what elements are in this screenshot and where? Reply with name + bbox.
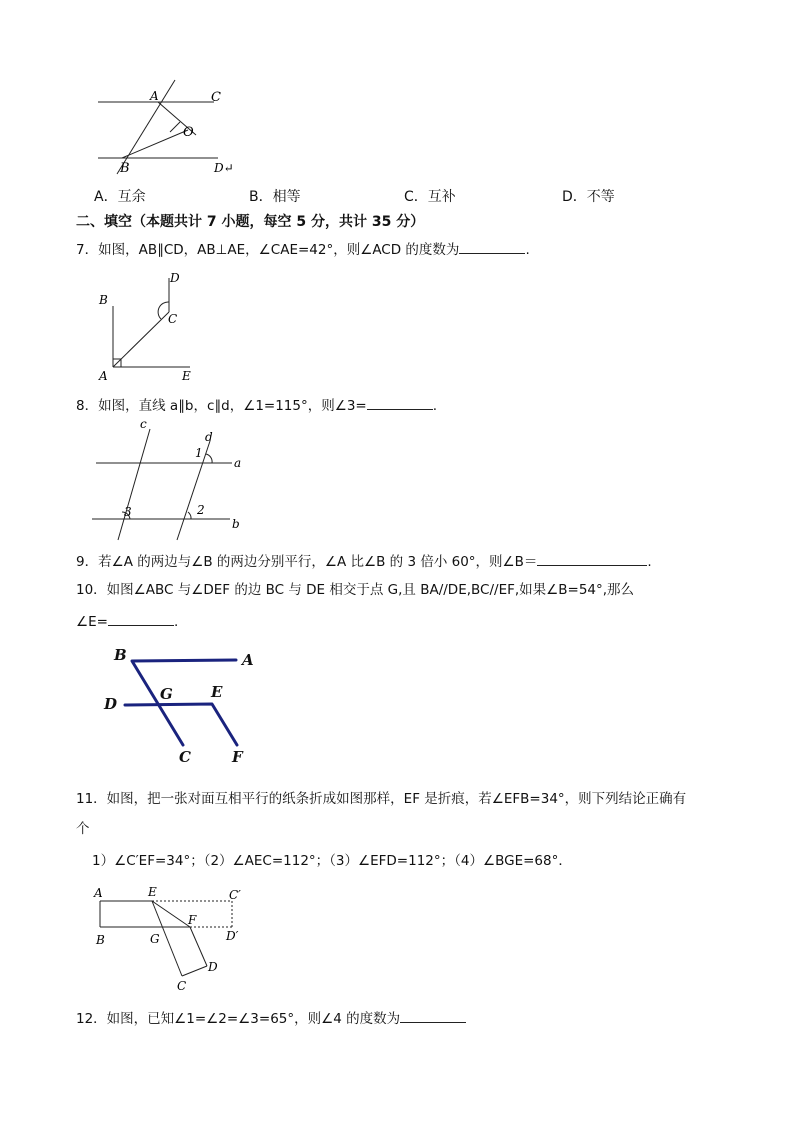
q8-label-c: c [140, 417, 147, 431]
q6-option-d[interactable]: D．不等 [562, 189, 615, 205]
q10-label-g: G [160, 685, 173, 703]
q12-stem: 12．如图，已知∠1=∠2=∠3=65°，则∠4 的度数为 [76, 1011, 401, 1027]
q7-end: . [525, 242, 530, 258]
q11-label-f: F [188, 913, 197, 927]
q8-stem: 8．如图，直线 a∥b，c∥d，∠1=115°，则∠3= [76, 398, 367, 414]
q7-label-b: B [99, 293, 108, 307]
q11-label-a: A [94, 886, 103, 900]
q10-label-a: A [242, 651, 254, 669]
q6-label-c: C [211, 90, 221, 105]
q8-label-b: b [232, 517, 240, 531]
q11-text-line2: 个 [76, 821, 90, 837]
q10-text: 10．如图∠ABC 与∠DEF 的边 BC 与 DE 相交于点 G,且 BA//DE,BC//EF,如果∠B=54°,那么 [76, 582, 635, 598]
q7-label-e: E [182, 369, 191, 383]
q8-label-2: 2 [197, 503, 205, 517]
q11-label-c: C [177, 979, 187, 993]
q12-text [76, 1008, 466, 1028]
q11-label-e: E [148, 885, 157, 899]
q6-label-a: A [150, 89, 159, 103]
q7-stem: 7．如图，AB∥CD，AB⊥AE，∠CAE=42°，则∠ACD 的度数为 [76, 242, 460, 258]
q7-label-a: A [99, 369, 108, 383]
q6-option-c[interactable]: C．互补 [404, 189, 456, 205]
q8-label-d: d [205, 430, 213, 444]
q6-option-b[interactable]: B．相等 [249, 189, 301, 205]
q11-label-d: D [208, 960, 218, 974]
q7-label-c: C [168, 312, 178, 326]
q10-label-c: C [179, 748, 191, 766]
q10-end: . [173, 614, 179, 630]
q11-label-g: G [150, 932, 160, 946]
q7-label-d: D [170, 271, 180, 285]
q12-answer-blank[interactable] [400, 1008, 466, 1023]
section-title: 二、填空（本题共计 7 小题，每空 5 分，共计 35 分） [76, 214, 425, 230]
q6-label-d: D↵ [214, 161, 234, 175]
q11-label-dp: D′ [226, 929, 239, 943]
q8-label-a: a [234, 456, 242, 470]
q8-label-1: 1 [195, 446, 203, 460]
q6-label-b: B [120, 161, 130, 176]
q11-text: 11．如图，把一张对面互相平行的纸条折成如图那样，EF 是折痕，若∠EFB=34°，则下列结论正确有 [76, 791, 687, 807]
q10-label-d: D [104, 695, 118, 713]
q10-label-f: F [232, 748, 243, 766]
q9-end: . [647, 554, 652, 570]
q9-stem: 9．若∠A 的两边与∠B 的两边分别平行，∠A 比∠B 的 3 倍小 60°，则∠B＝ [76, 554, 538, 570]
q11-folded-fd [190, 927, 207, 966]
q11-conclusions: 1）∠C′EF=34°；（2）∠AEC=112°；（3）∠EFD=112°；（4）∠BGE=68°． [92, 853, 572, 869]
q8-end: . [432, 398, 438, 414]
q11-label-cp: C′ [229, 888, 241, 902]
q6-label-o: O [183, 125, 194, 140]
q10-label-b: B [114, 646, 127, 664]
q11-label-b: B [96, 933, 105, 947]
q8-label-3: 3 [124, 505, 132, 519]
q10-label-e: E [211, 683, 223, 701]
q6-option-a[interactable]: A．互余 [94, 189, 146, 205]
q11-folded-cd [182, 966, 207, 976]
q10-stem2: ∠E= [76, 614, 108, 630]
